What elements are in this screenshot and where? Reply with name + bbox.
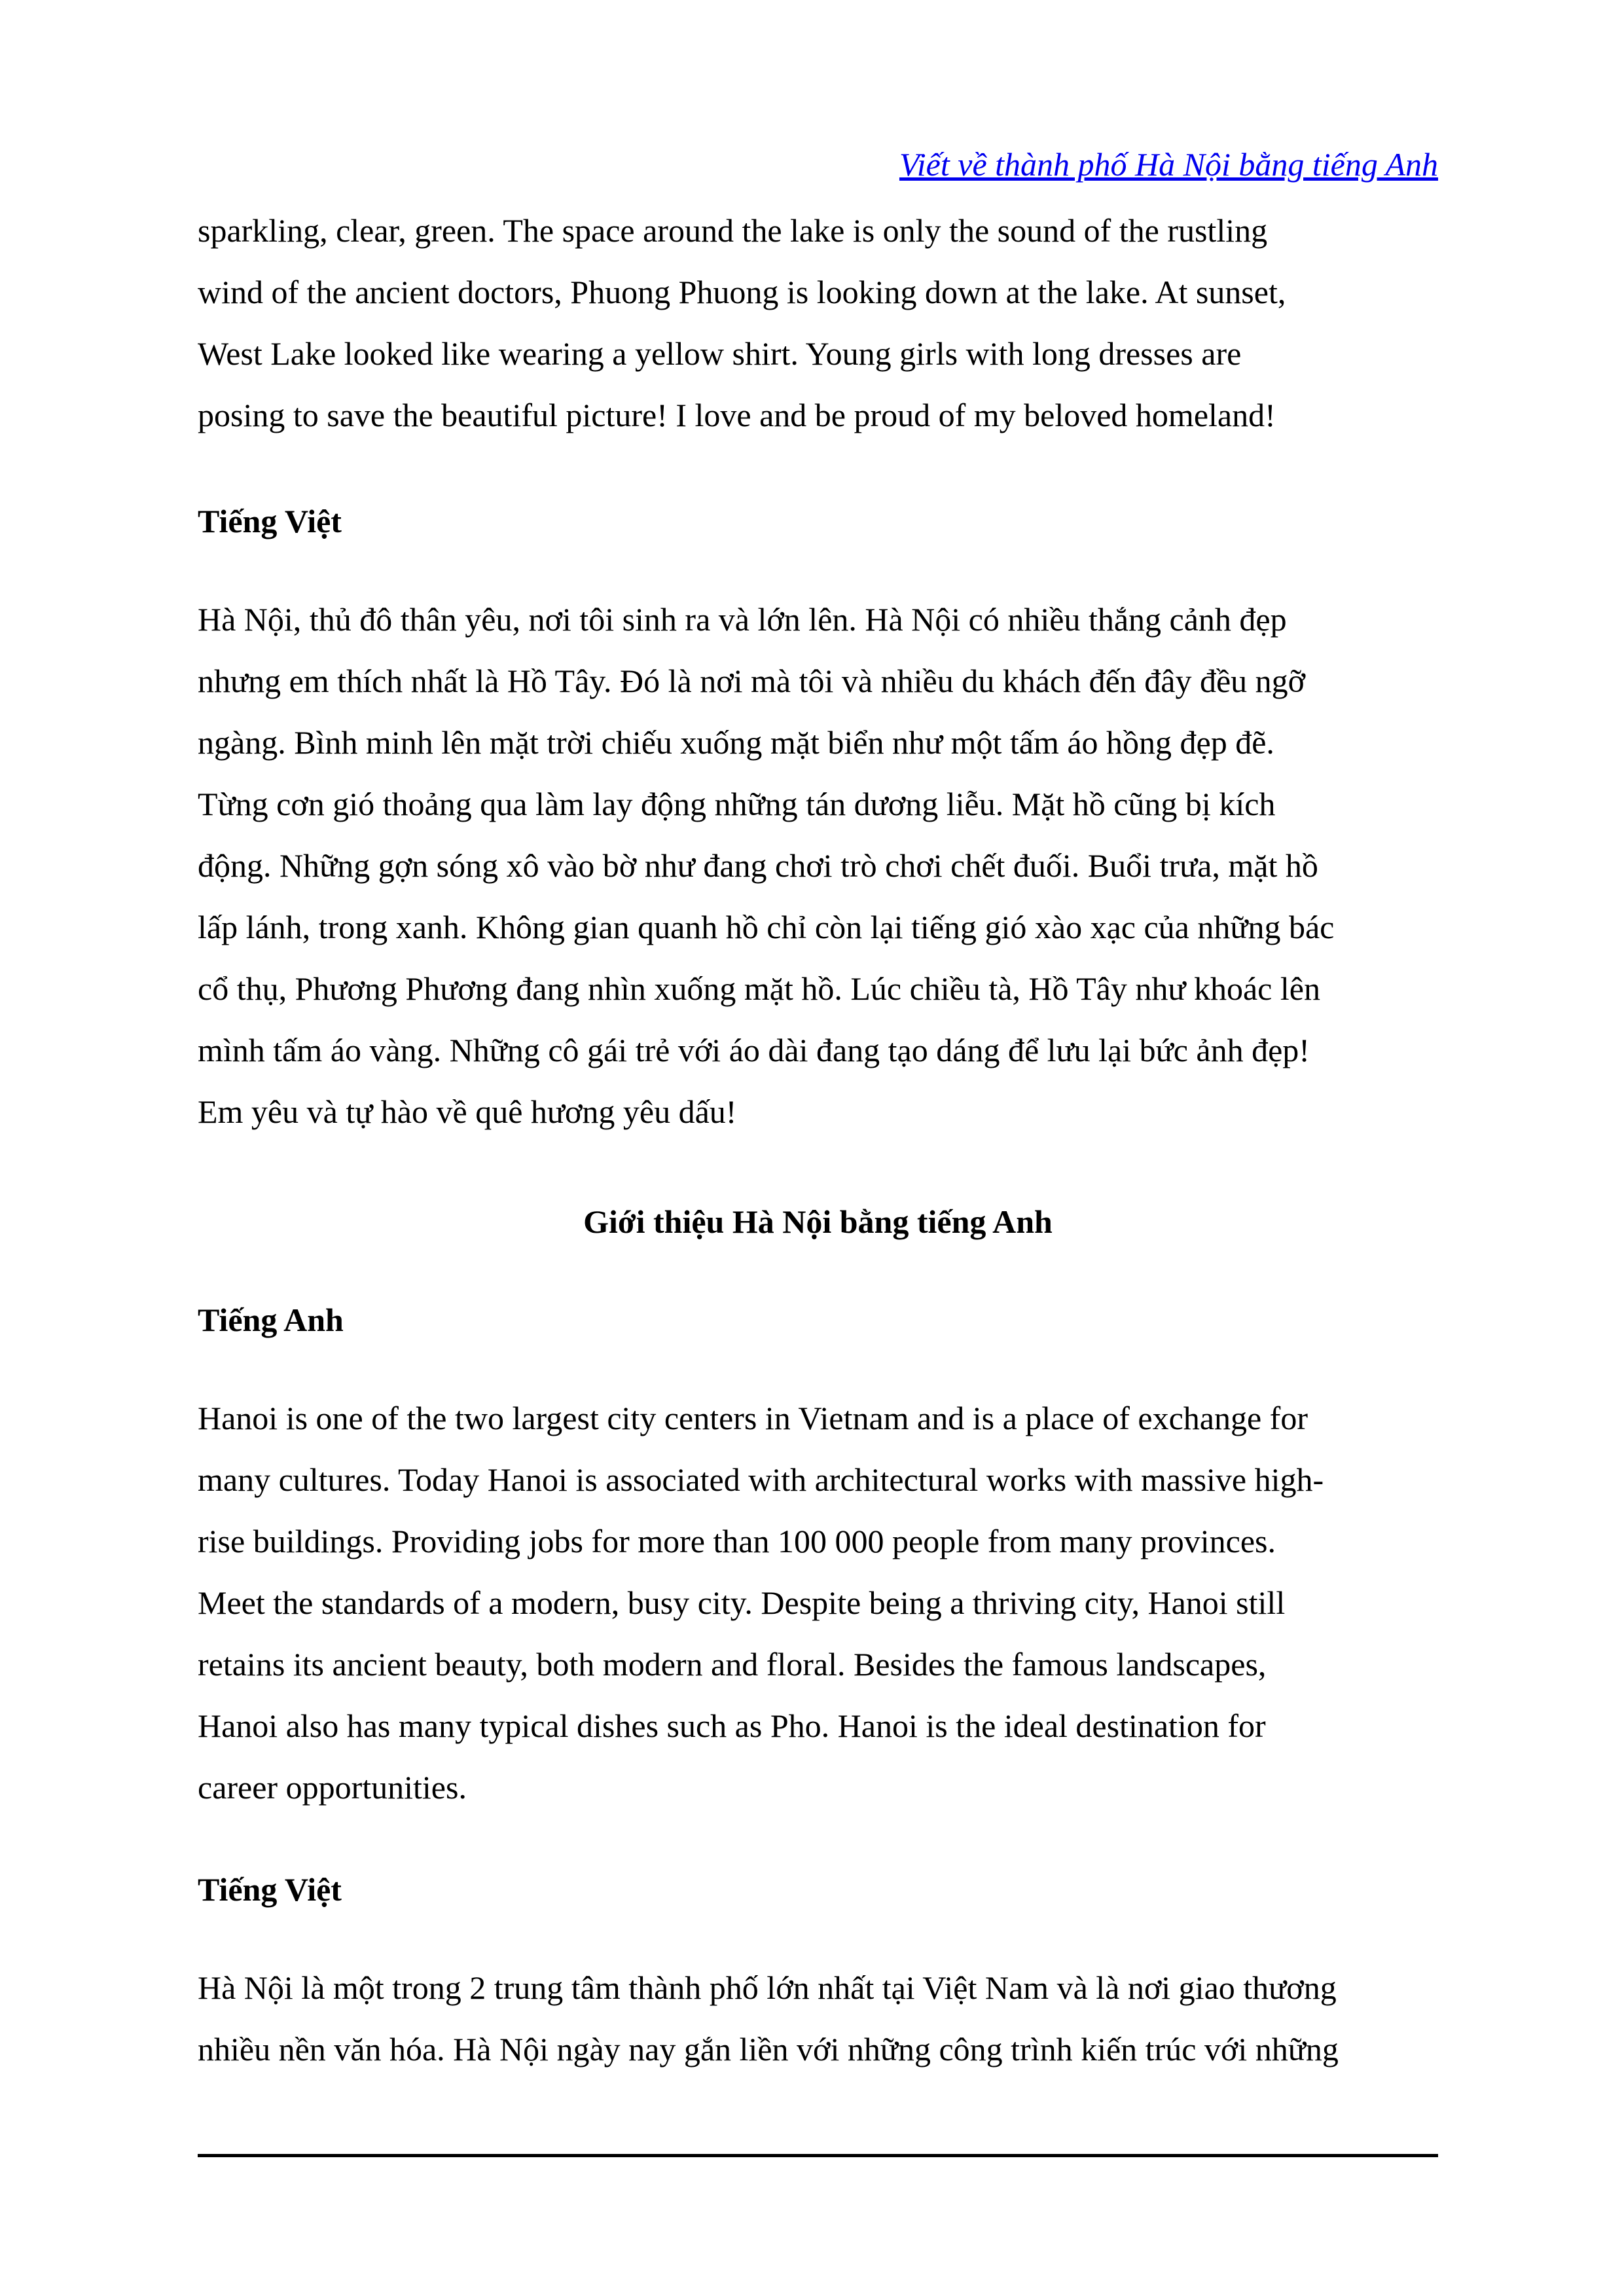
paragraph-vietnamese-2: Hà Nội là một trong 2 trung tâm thành phố lớn nhất tại Việt Nam và là nơi giao thương nhiều nền văn hóa. Hà Nội ngày nay gắn liền với những công trình kiến trúc với những [198,1969,1339,2068]
paragraph-english-2: Hanoi is one of the two largest city centers in Vietnam and is a place of exchange for many cultures. Today Hanoi is associated with architectural works with massive high- rise buildings. Providing jobs for more than 100 000 people from many provinces. Meet the standards of a modern, busy city. Despite being a thriving city, Hanoi still retains its ancient beauty, both modern and floral. Besides the famous landscapes, Hanoi also has many typical dishes such as Pho. Hanoi is the ideal destination for career opportunities. [198,1400,1324,1806]
paragraph-vietnamese-1: Hà Nội, thủ đô thân yêu, nơi tôi sinh ra và lớn lên. Hà Nội có nhiều thắng cảnh đẹp nhưng em thích nhất là Hồ Tây. Đó là nơi mà tôi và nhiều du khách đến đây đều ngỡ ngàng. Bình minh lên mặt trời chiếu xuống mặt biển như một tấm áo hồng đẹp đẽ. Từng cơn gió thoảng qua làm lay động những tán dương liễu. Mặt hồ cũng bị kích động. Những gợn sóng xô vào bờ như đang chơi trò chơi chết đuối. Buổi trưa, mặt hồ lấp lánh, trong xanh. Không gian quanh hồ chỉ còn lại tiếng gió xào xạc của những bác cổ thụ, Phương Phương đang nhìn xuống mặt hồ. Lúc chiều tà, Hồ Tây như khoác lên mình tấm áo vàng. Những cô gái trẻ với áo dài đang tạo dáng để lưu lại bức ảnh đẹp! Em yêu và tự hào về quê hương yêu dấu! [198,601,1335,1130]
heading-tieng-viet-1: Tiếng Việt [198,503,342,539]
heading-tieng-anh: Tiếng Anh [198,1302,344,1338]
header-link[interactable]: Viết về thành phố Hà Nội bằng tiếng Anh [899,146,1438,183]
heading-tieng-viet-2: Tiếng Việt [198,1871,342,1908]
paragraph-english-continuation: sparkling, clear, green. The space around the lake is only the sound of the rustling wind of the ancient doctors, Phuong Phuong is looking down at the lake. At sunset, West Lake looked like wearing a yellow shirt. Young girls with long dresses are posing to save the beautiful picture! I love and be proud of my beloved homeland! [198,212,1286,433]
section-title: Giới thiệu Hà Nội bằng tiếng Anh [583,1203,1053,1240]
footer-rule [198,2154,1438,2157]
